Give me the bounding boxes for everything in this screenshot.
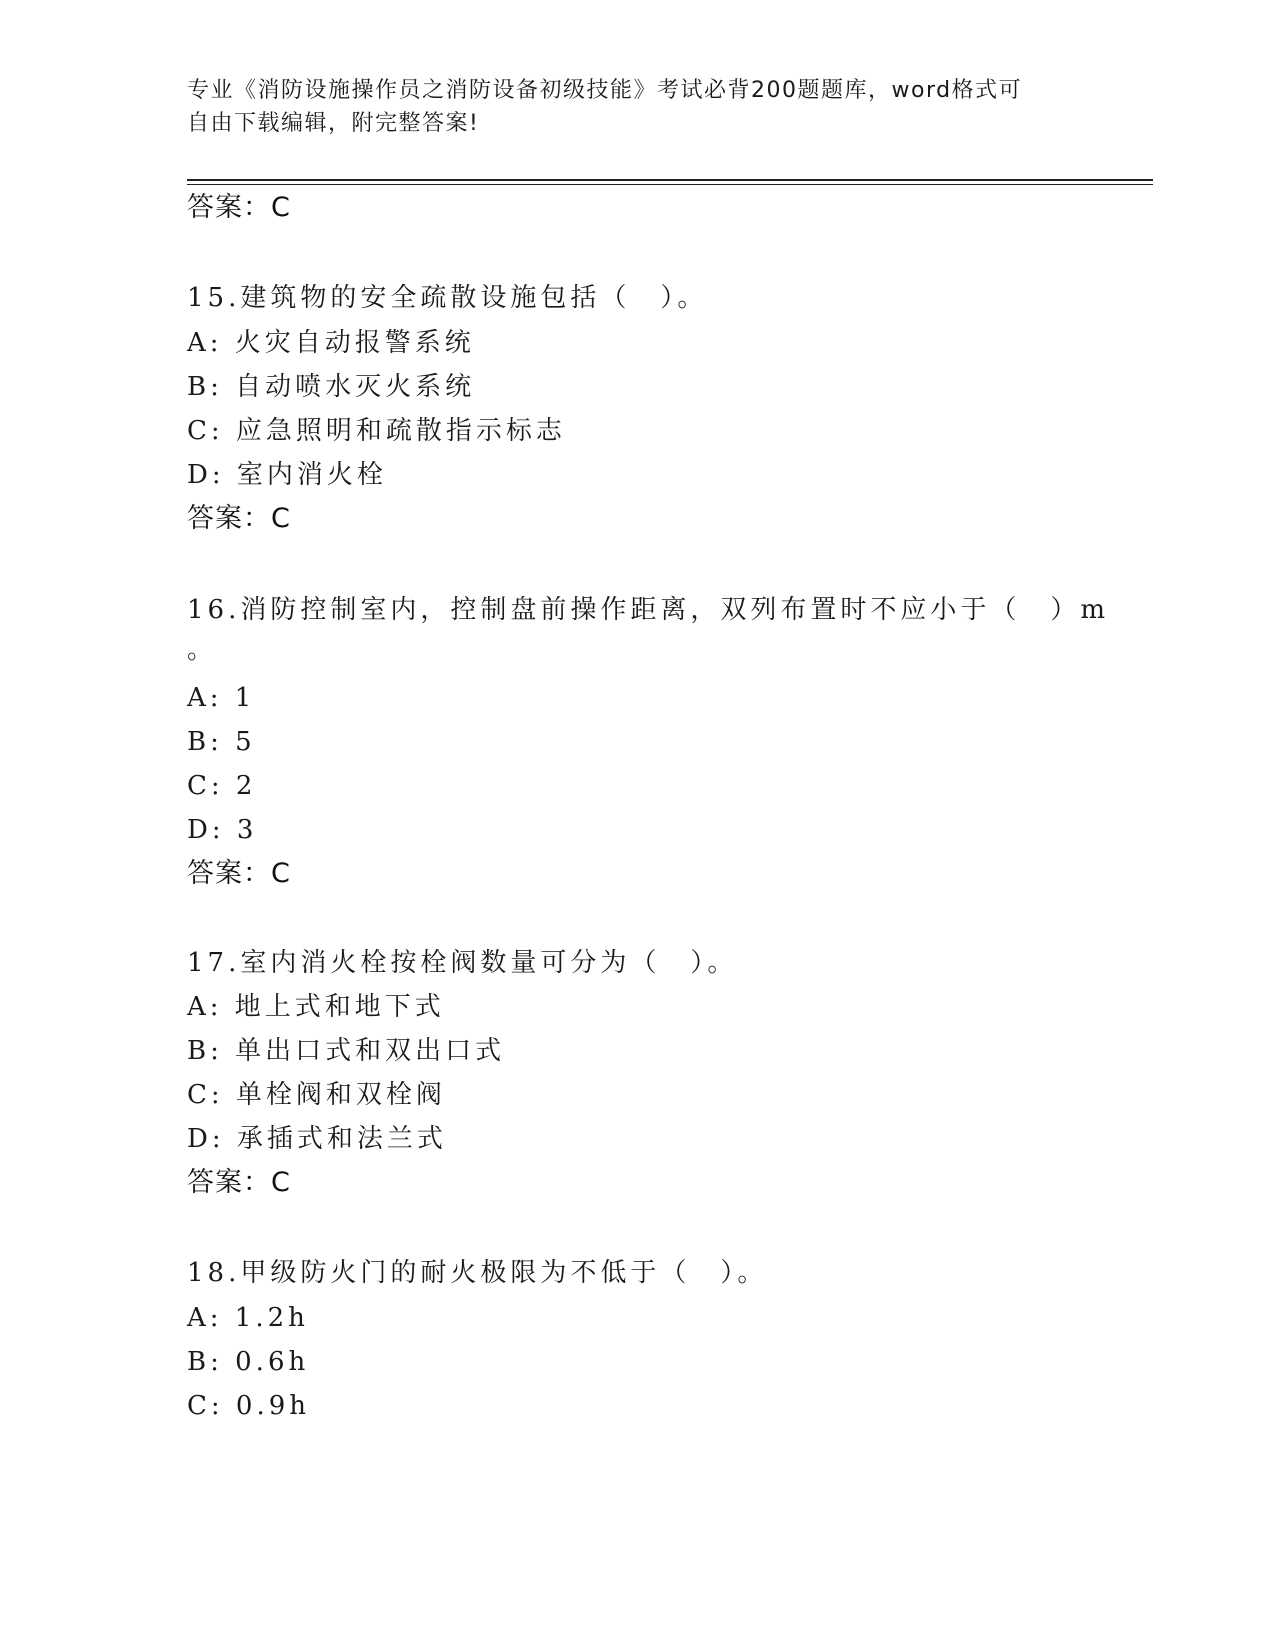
question-18-option-b: B: 0.6h: [187, 1347, 310, 1377]
question-16-answer: 答案：C: [187, 858, 291, 889]
question-16-option-d: D: 3: [187, 815, 258, 845]
question-18-text: 18.甲级防火门的耐火极限为不低于（ ）。: [187, 1258, 768, 1288]
question-15-option-b: B: 自动喷水灭火系统: [187, 372, 476, 402]
question-18-option-a: A: 1.2h: [187, 1303, 309, 1333]
question-15-option-a: A: 火灾自动报警系统: [187, 328, 475, 358]
document-header: [187, 74, 1067, 140]
question-15-option-c: C: 应急照明和疏散指示标志: [187, 416, 566, 446]
question-15-answer: 答案：C: [187, 503, 291, 534]
question-17-option-b: B: 单出口式和双出口式: [187, 1036, 506, 1066]
question-16-option-b: B: 5: [187, 727, 256, 757]
question-17-answer: 答案：C: [187, 1167, 291, 1198]
question-15-text: 15.建筑物的安全疏散设施包括（ ）。: [187, 283, 708, 313]
question-18-option-c: C: 0.9h: [187, 1391, 311, 1421]
question-17-option-c: C: 单栓阀和双栓阀: [187, 1080, 446, 1110]
header-line-2: 自由下载编辑，附完整答案!: [187, 111, 480, 136]
question-15-option-d: D: 室内消火栓: [187, 460, 387, 490]
question-16-option-a: A: 1: [187, 683, 256, 713]
question-17-option-d: D: 承插式和法兰式: [187, 1124, 447, 1154]
header-divider-thick: [187, 179, 1153, 181]
answer-previous: 答案：C: [187, 192, 291, 223]
question-16-text-continued: 。: [187, 635, 218, 665]
header-line-1: 专业《消防设施操作员之消防设备初级技能》考试必背200题题库，word格式可: [187, 78, 1023, 103]
question-17-text: 17.室内消火栓按栓阀数量可分为（ ）。: [187, 948, 738, 978]
question-16-option-c: C: 2: [187, 771, 257, 801]
question-17-option-a: A: 地上式和地下式: [187, 992, 445, 1022]
header-divider-thin: [187, 184, 1153, 185]
question-16-text: 16.消防控制室内，控制盘前操作距离，双列布置时不应小于（ ）m: [187, 595, 1110, 625]
